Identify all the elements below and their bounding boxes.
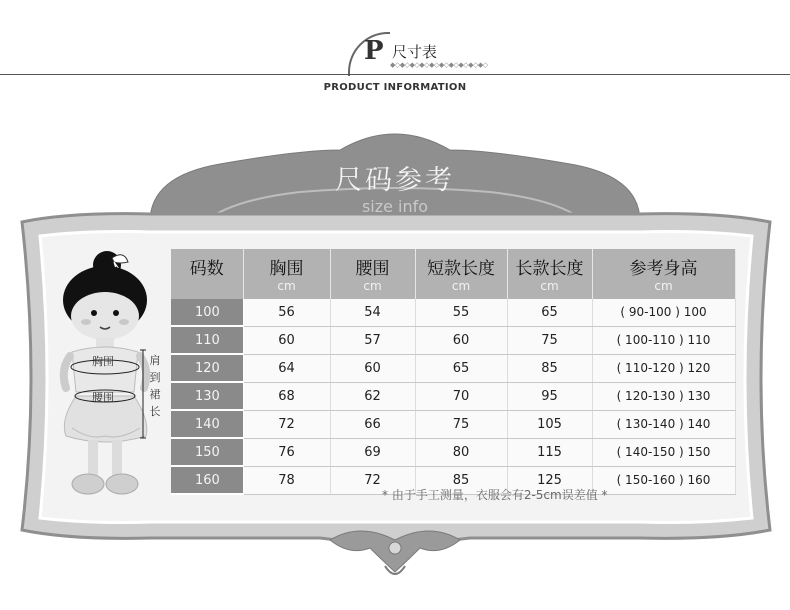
cell-ref-height: ( 110-120 ) 120 (592, 354, 735, 382)
cell-ref-height: ( 90-100 ) 100 (592, 299, 735, 326)
cell-chest: 76 (243, 438, 330, 466)
cell-long-length: 85 (507, 354, 592, 382)
banner-title: 尺码参考 (335, 165, 455, 196)
cell-long-length: 95 (507, 382, 592, 410)
cell-waist: 72 (330, 466, 415, 494)
measurement-note: * 由于手工测量，衣服会有2-5cm误差值 * (382, 488, 608, 502)
cell-long-length: 75 (507, 326, 592, 354)
cell-waist: 60 (330, 354, 415, 382)
cell-ref-height: ( 100-110 ) 110 (592, 326, 735, 354)
cell-size: 120 (171, 354, 243, 382)
banner-subtitle: size info (361, 197, 429, 216)
cell-long-length: 125 (507, 466, 592, 494)
cell-waist: 57 (330, 326, 415, 354)
cell-chest: 60 (243, 326, 330, 354)
header-dots-decoration: ◆◇◆◇◆◇◆◇◆◇◆◇◆◇◆◇◆◇◆◇ (390, 61, 488, 69)
waist-label: 腰围 (92, 391, 114, 404)
cell-long-length: 65 (507, 299, 592, 326)
header-size: 码数 (171, 249, 243, 299)
cell-size: 140 (171, 410, 243, 438)
header-ref-height: 参考身高 cm (592, 249, 735, 299)
cell-short-length: 80 (415, 438, 507, 466)
cell-size: 130 (171, 382, 243, 410)
cell-long-length: 115 (507, 438, 592, 466)
header-title: 尺寸表 (392, 43, 438, 61)
chest-label: 胸围 (92, 355, 114, 368)
cell-waist: 66 (330, 410, 415, 438)
table-row (171, 299, 735, 326)
header-short-length: 短款长度 cm (415, 249, 507, 299)
cell-ref-height: ( 120-130 ) 130 (592, 382, 735, 410)
cell-size: 100 (171, 299, 243, 326)
cell-chest: 56 (243, 299, 330, 326)
cell-ref-height: ( 150-160 ) 160 (592, 466, 735, 494)
cell-long-length: 105 (507, 410, 592, 438)
table-row (171, 438, 735, 466)
cell-short-length: 65 (415, 354, 507, 382)
cell-ref-height: ( 140-150 ) 150 (592, 438, 735, 466)
cell-size: 150 (171, 438, 243, 466)
cell-short-length: 55 (415, 299, 507, 326)
table-row (171, 326, 735, 354)
length-label: 肩到裙长 (149, 354, 161, 418)
cell-size: 110 (171, 326, 243, 354)
cell-chest: 78 (243, 466, 330, 494)
header-waist: 腰围 cm (330, 249, 415, 299)
table-row (171, 410, 735, 438)
cell-size: 160 (171, 466, 243, 494)
table-row (171, 382, 735, 410)
cell-chest: 72 (243, 410, 330, 438)
size-table (171, 249, 736, 495)
cell-waist: 54 (330, 299, 415, 326)
logo-letter: P (364, 36, 384, 66)
header-long-length: 长款长度 cm (507, 249, 592, 299)
cell-short-length: 70 (415, 382, 507, 410)
cell-chest: 64 (243, 354, 330, 382)
header-chest: 胸围 cm (243, 249, 330, 299)
cell-short-length: 85 (415, 466, 507, 494)
cell-chest: 68 (243, 382, 330, 410)
cell-short-length: 75 (415, 410, 507, 438)
table-header-row (171, 249, 735, 299)
cell-ref-height: ( 130-140 ) 140 (592, 410, 735, 438)
cell-waist: 69 (330, 438, 415, 466)
cell-waist: 62 (330, 382, 415, 410)
cell-short-length: 60 (415, 326, 507, 354)
header-subtitle: PRODUCT INFORMATION (323, 82, 467, 93)
table-row (171, 354, 735, 382)
